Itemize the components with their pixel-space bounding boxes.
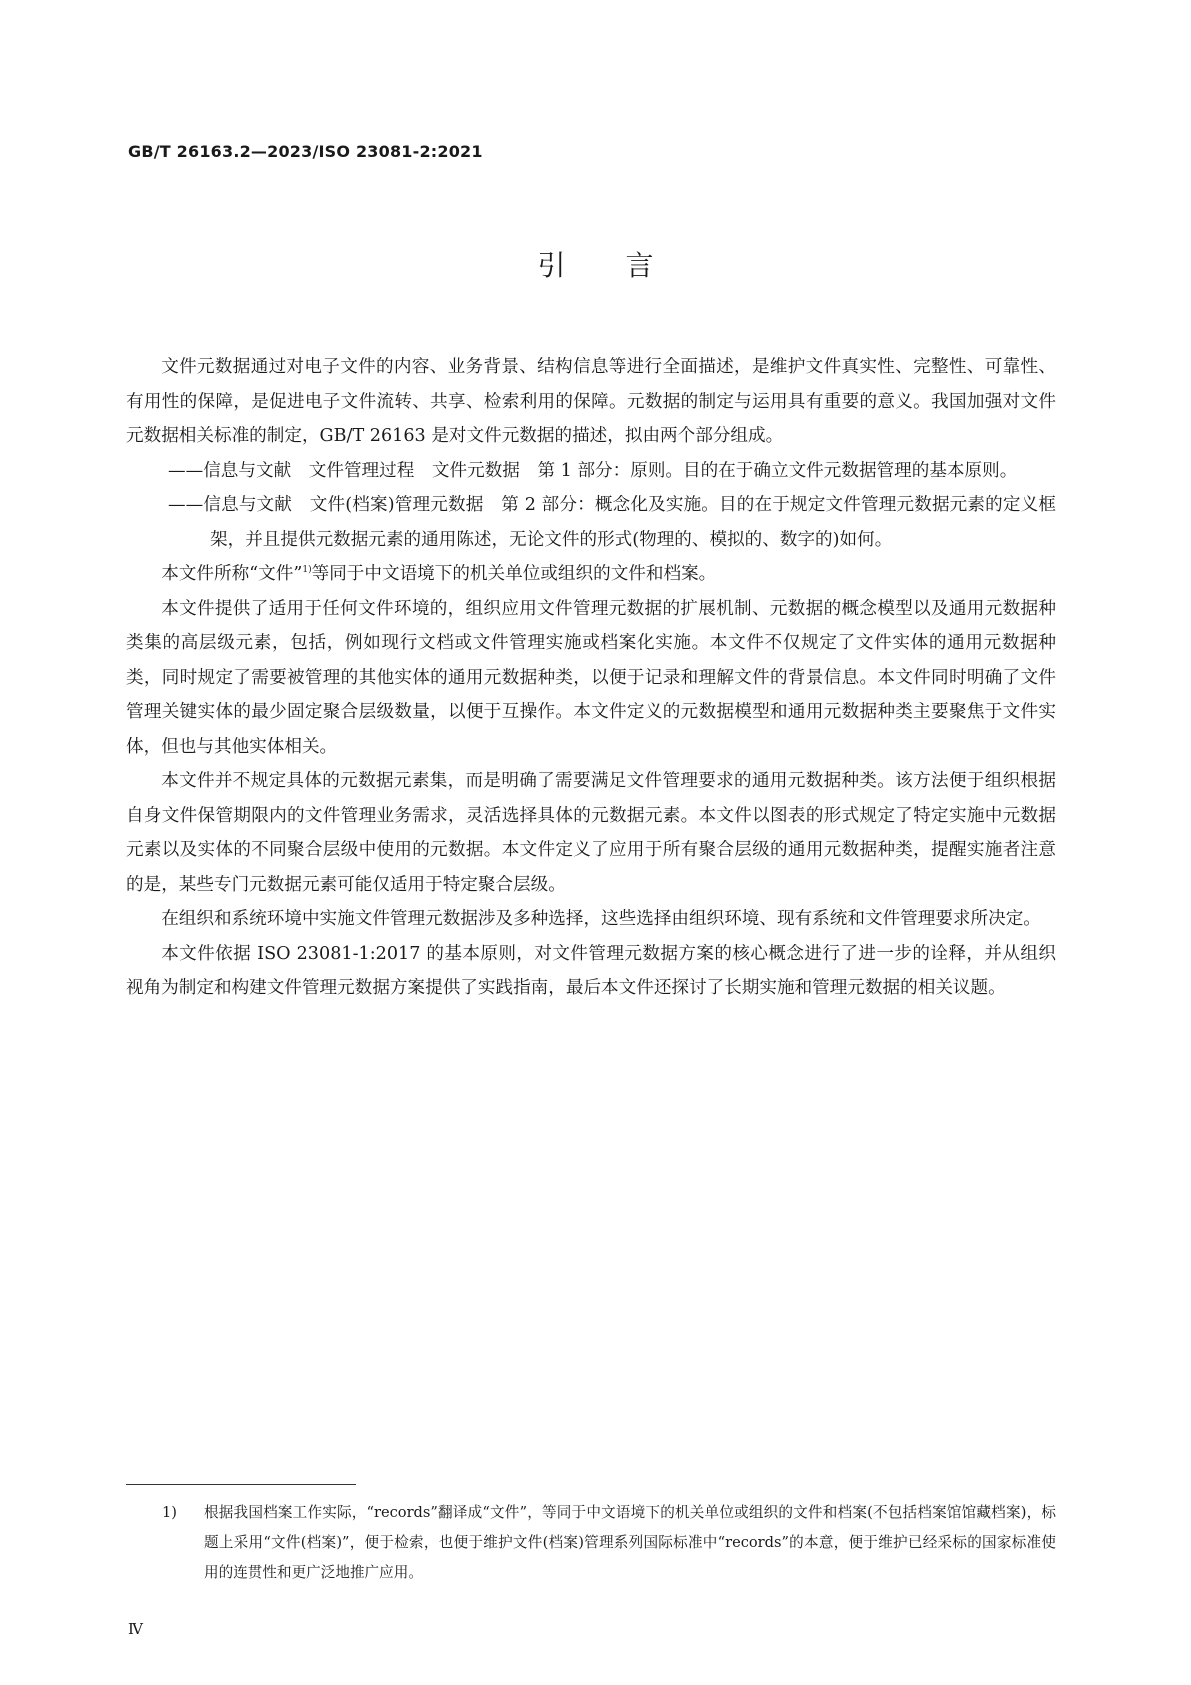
standard-id-header: GB/T 26163.2—2023/ISO 23081-2:2021 (128, 142, 483, 161)
list-item-part2: ——信息与文献 文件(档案)管理元数据 第 2 部分：概念化及实施。目的在于规定文件管理元数据元素的定义框架，并且提供元数据元素的通用陈述，无论文件的形式(物理的、模拟的、数字的)如何。 (168, 495, 1056, 550)
terminology-text-before: 本文件所称“文件” (161, 564, 303, 584)
paragraph-implementation: 在组织和系统环境中实施文件管理元数据涉及多种选择，这些选择由组织环境、现有系统和文件管理要求所决定。 (161, 909, 1041, 929)
paragraph-terminology (126, 557, 1056, 592)
terminology-text-after: 等同于中文语境下的机关单位或组织的文件和档案。 (311, 564, 717, 584)
paragraph-elements: 本文件并不规定具体的元数据元素集，而是明确了需要满足文件管理要求的通用元数据种类。该方法便于组织根据自身文件保管期限内的文件管理业务需求，灵活选择具体的元数据元素。本文件以图表的形式规定了特定实施中元数据元素以及实体的不同聚合层级中使用的元数据。本文件定义了应用于所有聚合层级的通用元数据种类，提醒实施者注意的是，某些专门元数据元素可能仅适用于特定聚合层级。 (126, 771, 1056, 895)
footnote-reference: 1) (302, 565, 312, 576)
page-title: 引言 (537, 249, 714, 282)
document-body (126, 350, 1056, 1006)
paragraph-intro: 文件元数据通过对电子文件的内容、业务背景、结构信息等进行全面描述，是维护文件真实性、完整性、可靠性、有用性的保障，是促进电子文件流转、共享、检索利用的保障。元数据的制定与运用具有重要的意义。我国加强对文件元数据相关标准的制定，GB/T 26163 是对文件元数据的描述，拟由两个部分组成。 (126, 357, 1056, 446)
footnote-divider (126, 1484, 356, 1485)
footnote-text: 根据我国档案工作实际，“records”翻译成“文件”，等同于中文语境下的机关单位或组织的文件和档案(不包括档案馆馆藏档案)，标题上采用“文件(档案)”，便于检索，也便于维护文件(档案)管理系列国际标准中“records”的本意，便于维护已经采标的国家标准使用的连贯性和更广泛地推广应用。 (204, 1504, 1056, 1581)
footnote-mark: 1) (162, 1504, 177, 1521)
list-item-part1: ——信息与文献 文件管理过程 文件元数据 第 1 部分：原则。目的在于确立文件元数据管理的基本原则。 (168, 460, 1018, 481)
paragraph-basis: 本文件依据 ISO 23081-1:2017 的基本原则，对文件管理元数据方案的核心概念进行了进一步的诠释，并从组织视角为制定和构建文件管理元数据方案提供了实践指南，最后本文件还探讨了长期实施和管理元数据的相关议题。 (126, 943, 1056, 998)
paragraph-scope: 本文件提供了适用于任何文件环境的，组织应用文件管理元数据的扩展机制、元数据的概念模型以及通用元数据种类集的高层级元素，包括，例如现行文档或文件管理实施或档案化实施。本文件不仅规定了文件实体的通用元数据种类，同时规定了需要被管理的其他实体的通用元数据种类，以便于记录和理解文件的背景信息。本文件同时明确了文件管理关键实体的最少固定聚合层级数量，以便于互操作。本文件定义的元数据模型和通用元数据种类主要聚焦于文件实体，但也与其他实体相关。 (126, 598, 1056, 757)
page-number: Ⅳ (128, 1620, 143, 1638)
footnote (126, 1498, 1056, 1588)
